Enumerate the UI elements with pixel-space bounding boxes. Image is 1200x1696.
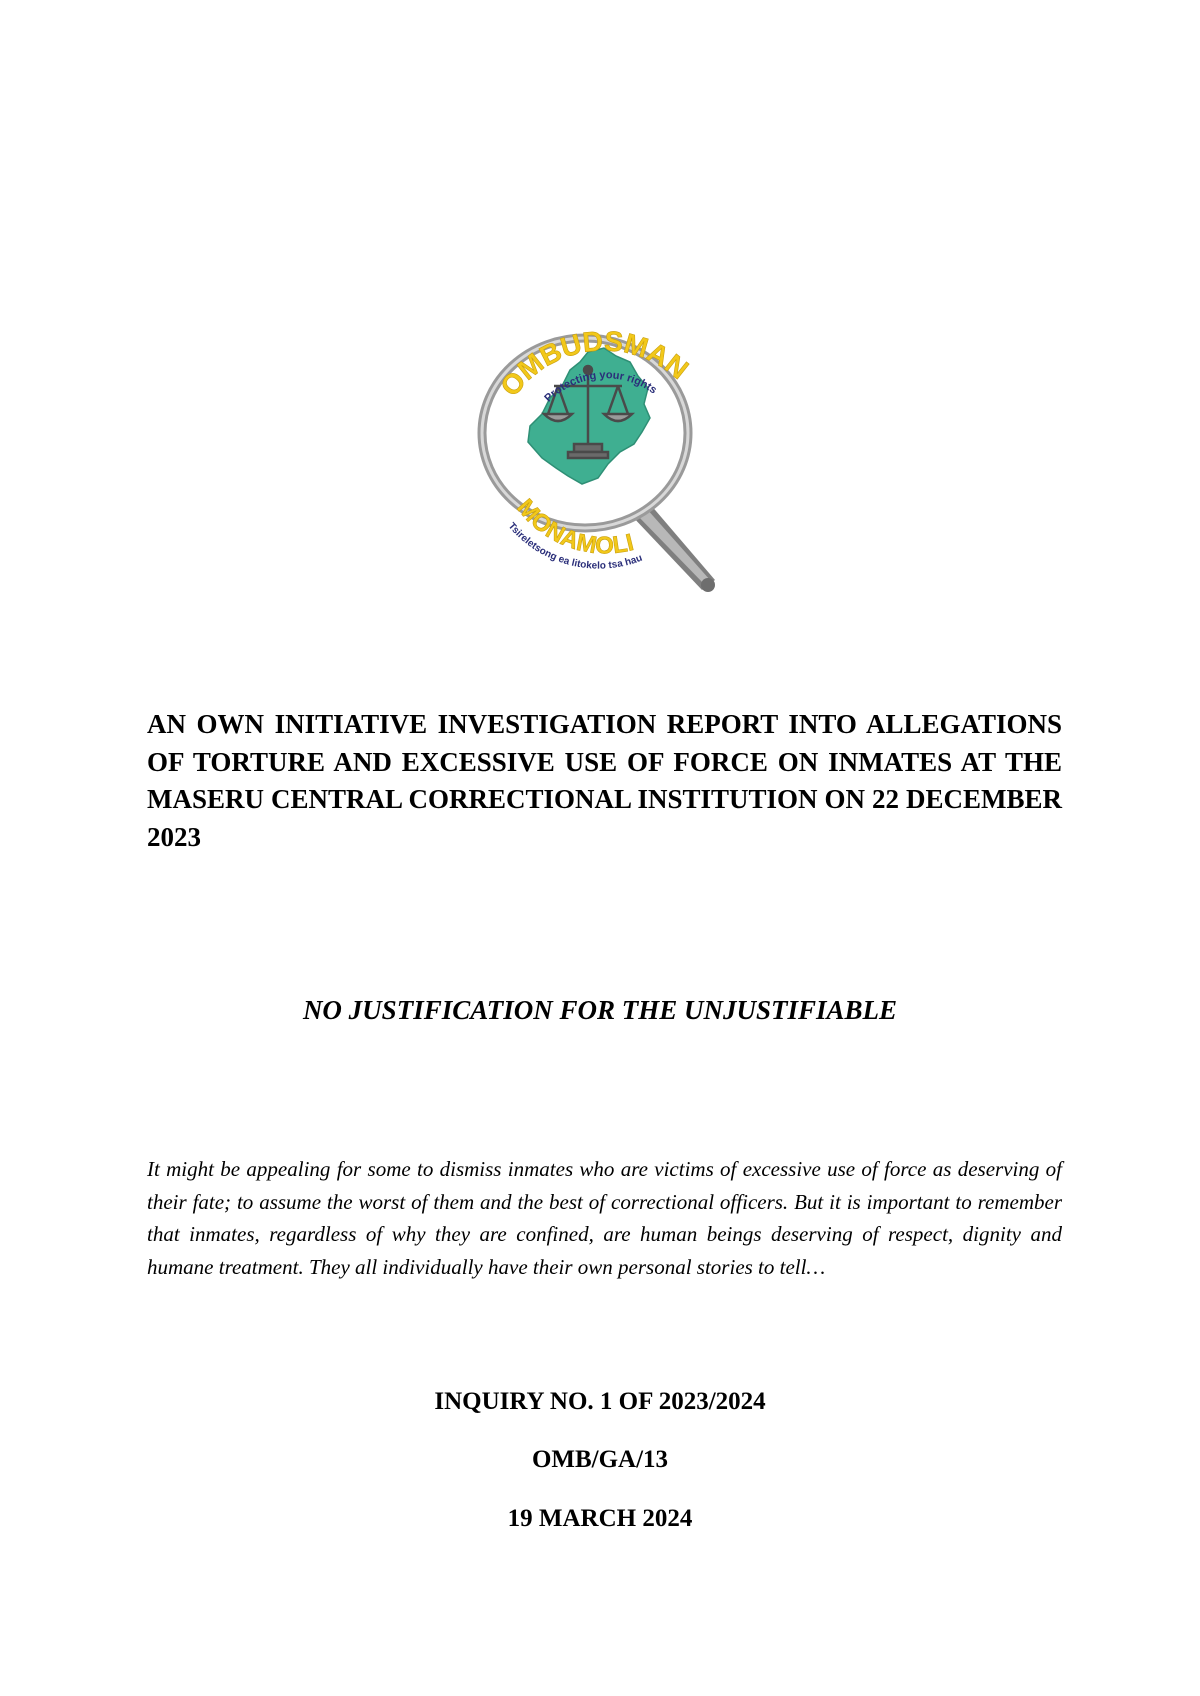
- report-title: AN OWN INITIATIVE INVESTIGATION REPORT INTO ALLEGATIONS OF TORTURE AND EXCESSIVE USE OF FORCE ON INMATES AT THE MASERU CENTRAL CORRECTIONAL INSTITUTION ON 22 DECEMBER 2023: [147, 709, 1062, 852]
- logo-bottom-text: MONAMOLI: [511, 494, 637, 560]
- logo-top-text: OMBUDSMAN: [494, 325, 695, 402]
- report-epigraph: It might be appealing for some to dismiss inmates who are victims of excessive use of force as deserving of their fate; to assume the worst of them and the best of correctional officers. But it is important to remember that inmates, regardless of why they are confined, are human beings deserving of respect, dignity and humane treatment. They all individually have their own personal stories to tell…: [147, 1157, 1062, 1279]
- logo-top-tagline: Protecting your rights: [542, 369, 659, 405]
- ombudsman-logo-graphic: [470, 318, 740, 598]
- logo-bottom-tagline: Tsireletsong ea litokelo tsa hau: [505, 520, 644, 572]
- reference-code: OMB/GA/13: [531, 1446, 669, 1473]
- ombudsman-logo: [470, 318, 740, 598]
- report-date: 19 MARCH 2024: [507, 1505, 693, 1532]
- magnifier-handle: [630, 504, 715, 592]
- report-subtitle: NO JUSTIFICATION FOR THE UNJUSTIFIABLE: [302, 995, 898, 1025]
- inquiry-number: INQUIRY NO. 1 OF 2023/2024: [434, 1388, 766, 1415]
